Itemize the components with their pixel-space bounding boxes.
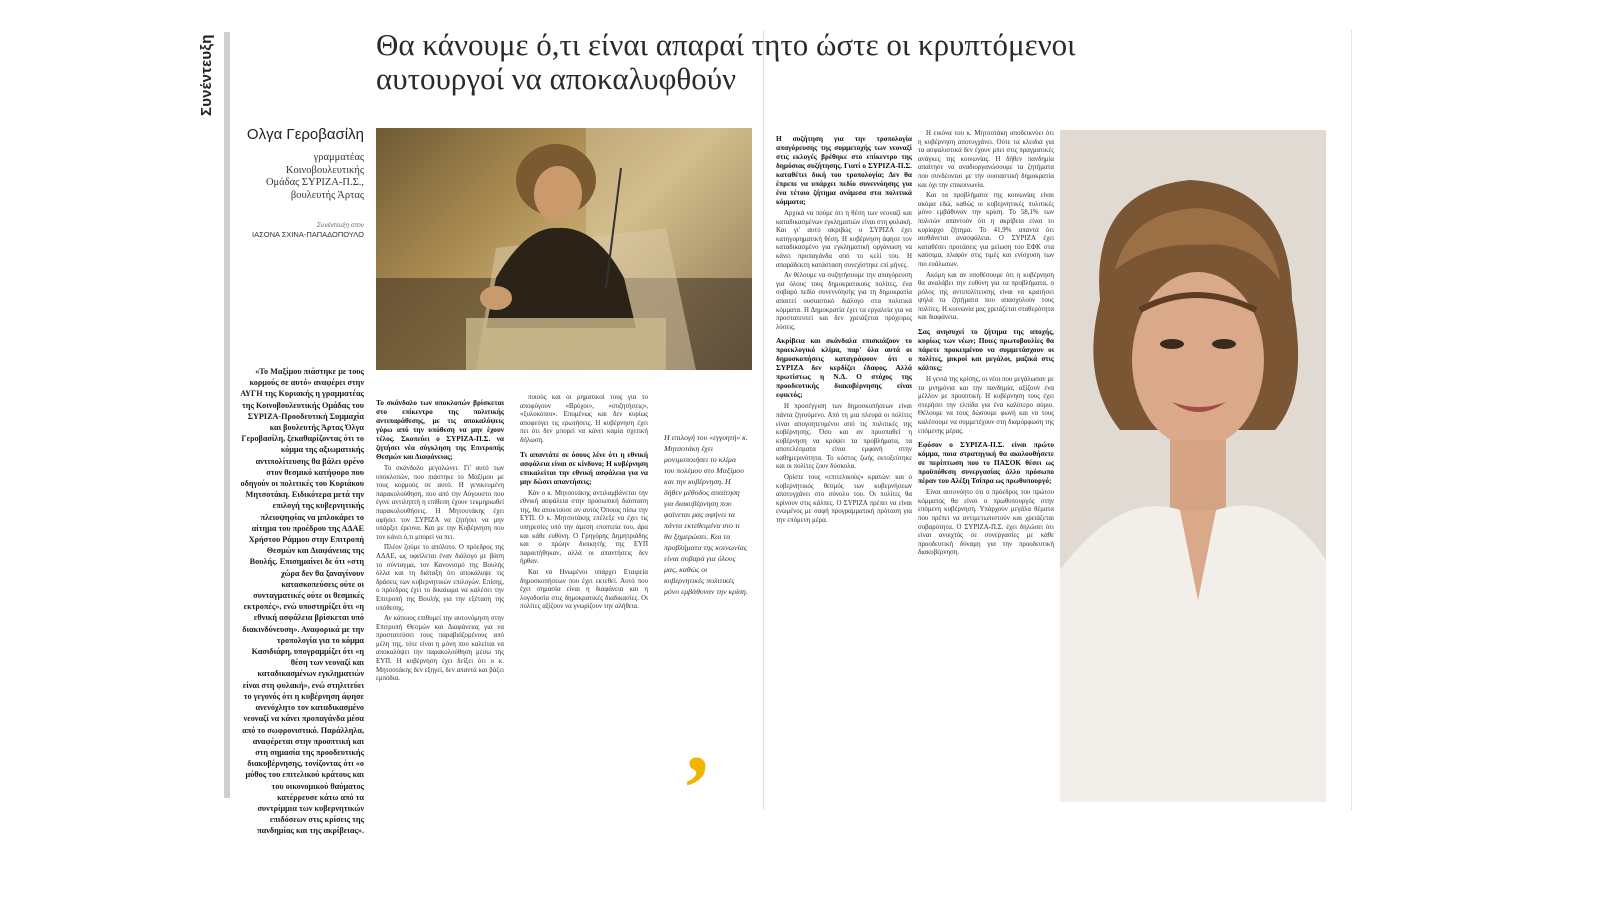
article-column-4	[918, 130, 1054, 806]
answer-paragraph: Αν κάποιος επιθυμεί την αυτονόμηση στην Επιτροπή Θεσμών και Διαφάνειας για να προστατεύσει τους παραβιάζομένους από μέλη της, τότε είναι η μόνη που καλείται να αποκαλύψει την παρακολούθηση μέσω της ΕΥΠ. Η κυβέρνηση έχει δείξει ότι ο κ. Μητσοτάκης δεν εξηγεί, δεν απαντά και βάζει εμπόδια.	[376, 615, 504, 683]
page-spine	[763, 30, 764, 810]
answer-paragraph: Ορίστε τους «επιτελικούς» κρατών: και ο κυβερνητικός θεσμός των κυβερνήσεων αποτυγχάνει στο σύνολο του. Οι πολίτες θα κρίνουν στις κάλπες. Ο ΣΥΡΙΖΑ πρέπει να είναι ενωμένος με σαφή προγραμματική πρόταση για την επόμενη μέρα.	[776, 474, 912, 525]
intro-paragraph: «Το Μαξίμου πιάστηκε με τους κορμούς σε αυτό» αναφέρει στην ΑΥΓΗ της Κυριακής η γραμματέας της Κοινοβουλευτικής Ομάδας του ΣΥΡΙΖΑ-Προοδευτική Συμμαχία και βουλευτής Άρτας Όλγα Γεροβασίλη, ξεκαθαρίζοντας ότι το κόμμα της αξιωματικής αντιπολίτευσης θα βάλει φρένο στον θεσμικό κατήφορο που οδηγούν οι πολιτικές του Κυριάκου Μητσοτάκη. Ειδικότερα μετά την επιλογή της κυβερνητικής πλειοψηφίας να μπλοκάρει το αίτημα του προέδρου της ΑΔΑΕ Χρήστου Ράμμου στην Επιτροπή Θεσμών και Διαφάνειας της Βουλής. Επισημαίνει δε ότι «στη χώρα δεν θα ξαναγίνουν κατασκοπεύσεις ούτε οι συνταγματικές ούτε οι θεσμικές εκτροπές», ενώ υποστηρίζει ότι «η εθνική ασφάλεια βρίσκεται υπό διακινδύνευση». Αναφορικά με την τροπολογία για το κόμμα Κασιδιάρη, υπογραμμίζει ότι «η θέση των νεοναζί και καταδικασμένων εγκληματιών είναι στη φυλακή», ενώ στηλιτεύει το γεγονός ότι η κυβέρνηση άφησε ανενόχλητο τον καταδικασμένο νεοναζί να κάνει προπαγάνδα μέσα από το σωφρονιστικό. Παράλληλα, αναφέρεται στην προοπτική και στη σημασία της προοδευτικής διακυβέρνησης, τονίζοντας ότι «ο μύθος του επιτελικού κράτους και του οικονομικού θαύματος κατέρρευσε κάτω από τα συντρίμμια των κυβερνητικών επιδόσεων στις κρίσεις της πανδημίας και της ακρίβειας».	[240, 367, 364, 836]
article-column-2	[520, 394, 648, 802]
page-edge	[1351, 30, 1352, 810]
article-column-3	[776, 130, 912, 806]
answer-paragraph: Είναι αυτονόητο ότι ο πρόεδρος του πρώτου κόμματος θα είναι ο πρωθυπουργός στην επόμενη κυβέρνηση. Υπάρχουν μεγάλα θέματα που πρέπει να αντιμετωπιστούν και χρειάζεται σοβαρότητα. Ο ΣΥΡΙΖΑ-Π.Σ. έχει δηλώσει ότι είναι ανοιχτός σε συνεργασίες με κάθε προοδευτική δύναμη για την προοδευτική διακυβέρνηση.	[918, 489, 1054, 557]
question: Το σκάνδαλο των υποκλοπών βρίσκεται στο επίκεντρο της πολιτικής αντιπαράθεσης, με τις αποκαλύψεις γύρω από την υπόθεση να μην έχουν τέλος. Σκοπεύει ο ΣΥΡΙΖΑ-Π.Σ. να ζητήσει νέα σύγκληση της Επιτροπής Θεσμών και Διαφάνειας;	[376, 398, 504, 461]
question: Σας ανησυχεί το ζήτημα της αποχής, κυρίως των νέων; Ποιες πρωτοβουλίες θα πάρετε προκειμένου να συμμετάσχουν οι πολίτες, μικροί και μεγάλοι, μαζικά στις κάλπες;	[918, 327, 1054, 373]
headline-line-1: Θα κάνουμε ό,τι είναι απαραί τητο ώστε οι κρυπτόμενοι	[376, 27, 1076, 62]
interviewer-label: Συνέντευξη στον	[316, 222, 364, 229]
photo-podium-illustration	[376, 128, 752, 370]
section-rubric	[198, 34, 220, 124]
question: Ακρίβεια και σκάνδαλα επισκιάζουν το προεκλογικό κλίμα, παρ' όλα αυτά οι δημοσκοπήσεις καταγράφουν ότι ο ΣΥΡΙΖΑ δεν κερδίζει έδαφος. Αλλά πρωτίστως η Ν.Δ. Ο στόχος της προοδευτικής διακυβέρνησης είναι εφικτός;	[776, 336, 912, 400]
answer-paragraph: Αρχικά να πούμε ότι η θέση των νεοναζί και καταδικασμένων εγκληματιών είναι στη φυλακή. Και γι' αυτό ακριβώς ο ΣΥΡΙΖΑ έχει κατηγορηματική θέση. Η κυβέρνηση άφησε τον καταδικασμένο για εγκληματική οργάνωση να κάνει προπαγάνδα από το κελί του. Η απαράδεκτη κατάσταση συνεχίστηκε επί μήνες.	[776, 210, 912, 269]
answer-paragraph: Κάν ο κ. Μητσοτάκης αντιλαμβάνεται την εθνική ασφάλεια στην προσωπική διάσταση της, θα αποκτούσε αν αυτός Όποιος πίσω την ΕΥΠ. Ο κ. Μητσοτάκης επέλεξε να έχει τις υπηρεσίες υπό την άμεση εποπτεία του, άρα και κάθε ευθύνη. Ο Γρηγόρης Δημητριάδης και ο πρώην διοικητής της ΕΥΠ παραιτήθηκαν, αλλά οι απαντήσεις δεν ήρθαν.	[520, 489, 648, 566]
photo-portrait	[1060, 130, 1326, 802]
answer-paragraph: Το σκάνδαλο μεγαλώνει. Γι' αυτό των υποκλοπών, που πιάστηκε το Μαξίμου με τους κορμούς σε αυτό. Η γενικευμένη παρακολούθηση, που από την Αύγουστο που έγινε αντιληπτή η επίθεση έχουν τεκμηριωθεί παρακολουθήσεις. Η Μητσοτάκης έχει αφήσει τον ΣΥΡΙΖΑ να ζητήσει να μην υπάρξει έρευνα. Και με την Κυβέρνηση που τον κάνει ό,τι μπορεί να πει.	[376, 465, 504, 541]
answer-paragraph: ποιούς και οι ρηματικοί τους για το αποφύγουν «Βρόχοι», «συζητήσεις», «ξυλοκόποι». Επομένως και δεν κυρίως αποφεύγει τις ερωτήσεις. Η κυβέρνηση έχει πει ότι δεν μπορεί να κάνει καμία σχετική δήλωση.	[520, 394, 648, 444]
quote-comma-mark: ,	[686, 689, 709, 791]
answer-paragraph: Και τα προβλήματα της κοινωνίας είναι ακόμα εδώ, καθώς οι κυβερνητικές πολιτικές μόνο εμβάθυναν την κρίση. Το 58,1% των πολιτών απαντούν ότι η ακρίβεια είναι το κυρίαρχο ζήτημα. Το 41,9% απαντά ότι αισθάνεται ανασφάλεια. Ο ΣΥΡΙΖΑ έχει καταθέσει προτάσεις για μείωση του ΕΦΚ στα καύσιμα, πλαφόν στις τιμές και ενίσχυση των πιο ευάλωτων.	[918, 192, 1054, 268]
headline	[376, 28, 1116, 96]
answer-paragraph: Αν θέλουμε να συζητήσουμε την απαγόρευση για όλους τους δημοκρατικούς πολίτες, ένα σοβαρό πεδίο συνεννόησης για τη δημοκρατία απαιτεί ουσιαστικό διάλογο στα πολιτικά κόμματα. Η Δημοκρατία έχει τα εργαλεία για να προστατευτεί και δεν χρειάζεται πρόχειρες λύσεις.	[776, 272, 912, 331]
byline-name: Ολγα Γεροβασίλη	[246, 126, 364, 143]
photo-speaking-at-podium	[376, 128, 752, 370]
question: Τι απαντάτε σε όσους λένε ότι η εθνική ασφάλεια είναι σε κίνδυνο; Η κυβέρνηση επικαλείται την εθνική ασφάλεια για να μην δώσει απαντήσεις;	[520, 449, 648, 486]
article-column-1	[376, 394, 504, 802]
answer-paragraph: Η προσέγγιση των δημοσκοπήσεων είναι πάντα ζητούμενο. Από τη μια πλευρά οι πολίτες είναι απογοητευμένοι από τις πολιτικές της κυβέρνησης. Όσο και αν προσπαθεί η κυβέρνηση να κρύψει τα προβλήματα, τα αποτελέσματα είναι εμφανή στην καθημερινότητα. Το κόστος ζωής εκτοξεύτηκε και οι πολίτες ζουν δύσκολα.	[776, 403, 912, 471]
question: Εφόσον ο ΣΥΡΙΖΑ-Π.Σ. είναι πρώτο κόμμα, ποια στρατηγική θα ακολουθήσετε σε περίπτωση που το ΠΑΣΟΚ θέσει ως προϋπόθεση συνεργασίας άλλο πρόσωπο πέραν του Αλέξη Τσίπρα ως πρωθυπουργό;	[918, 440, 1054, 486]
answer-paragraph: Και να Ηνωμένοι υπάρχει Εταιρεία δημοσκοπήσεων που έχει εκτεθεί. Αυτό που έχει σημασία είναι η διαφάνεια και η λογοδοσία στις δημοκρατικές διαδικασίες. Οι πολίτες αξίζουν να γνωρίζουν την αλήθεια.	[520, 568, 648, 611]
answer-paragraph: Πλέον ζούμε το απόλυτο. Ο πρόεδρος της ΑΔΑΕ, ως οφείλεται έναν διάλογο με βάση το σύνταγμα, τον Κανονισμό της Βουλής όλλα και τη διάταξη ότι αποκάλυψε τις δράσεις των κυβερνητικών επιλογών. Επίσης, ο πρόεδρος έχει το δικαίωμα να καλέσει την Επιτροπή της Βουλής για την εξέταση της υπόθεσης.	[376, 544, 504, 612]
answer-paragraph: Η γενιά της κρίσης, οι νέοι που μεγάλωσαν με τα μνημόνια και την πανδημία, αξίζουν ένα μέλλον με προοπτική. Η κυβέρνηση τους έχει στερήσει την ελπίδα για ένα καλύτερο αύριο. Θέλουμε να τους δώσουμε φωνή και να τους καλέσουμε να συμμετέχουν στη διαμόρφωση της επόμενης μέρας.	[918, 376, 1054, 435]
answer-paragraph: Η εικόνα του κ. Μητσοτάκη αποδεικνύει ότι η κυβέρνηση αποτυγχάνει. Ούτε τα κλειδιά για τα ασφαλιστικά δεν έχουν μπει στις πραγματικές ανάγκες της κοινωνίας. Η δήθεν πανδημία απαίτησε να αναδιοργανώσουμε τα ζητήματα που συνδέονται με την ουσιαστική δημοκρατία και όχι την επικοινωνία.	[918, 130, 1054, 189]
headline-line-2: αυτουργοί να αποκαλυφθούν	[376, 61, 737, 96]
rubric-bar	[224, 32, 230, 798]
photo-portrait-illustration	[1060, 130, 1326, 802]
answer-paragraph: Ακόμη και αν υποθέσουμε ότι η κυβέρνηση θα αναλάβει την ευθύνη για τα προβλήματα, ο ρόλος της αντιπολίτευσης είναι να κρατήσει ψηλά τα ζητήματα που απασχολούν τους πολίτες. Η κοινωνία μας χρειάζεται σταθερότητα και διαφάνεια.	[918, 271, 1054, 322]
rubric-label: Συνέντευξη	[198, 34, 215, 116]
interviewer-name: ΙΑΣΟΝΑ ΣΧΙΝΑ-ΠΑΠΑΔΟΠΟΥΛΟ	[252, 230, 364, 239]
byline-role: γραμματέας Κοινοβουλευτικής Ομάδας ΣΥΡΙΖΑ-Π.Σ., βουλευτής Άρτας	[265, 152, 364, 201]
question: Η συζήτηση για την τροπολογία απαγόρευσης της συμμετοχής των νεοναζί στις εκλογές βρέθηκε στο επίκεντρο της δημόσιας συζήτησης. Γιατί ο ΣΥΡΙΖΑ-Π.Σ. καταθέτει δική του τροπολογία; Δεν θα έπρεπε να υπάρχει πεδίο συνεννόησης για ένα τέτοιο ζήτημα ανάμεσα στα πολιτικά κόμματα;	[776, 134, 912, 206]
pull-quote: Η επιλογή του «εγγυητή» κ. Μητσοτάκη έχει μονιμοποιήσει το κλίμα του πολέμου στο Μαξίμου και την κυβέρνηση. Η δήθεν μέθοδος απαίτηση για διακυβέρνηση που φαίνεται μας αφήνει τα πάντα εκτεθειμένα στο τι θα ξημερώσει. Και τα προβλήματα της κοινωνίας είναι σοβαρά για όλους μας, καθώς οι κυβερνητικές πολιτικές μόνο εμβάθυναν την κρίση.	[664, 433, 748, 596]
